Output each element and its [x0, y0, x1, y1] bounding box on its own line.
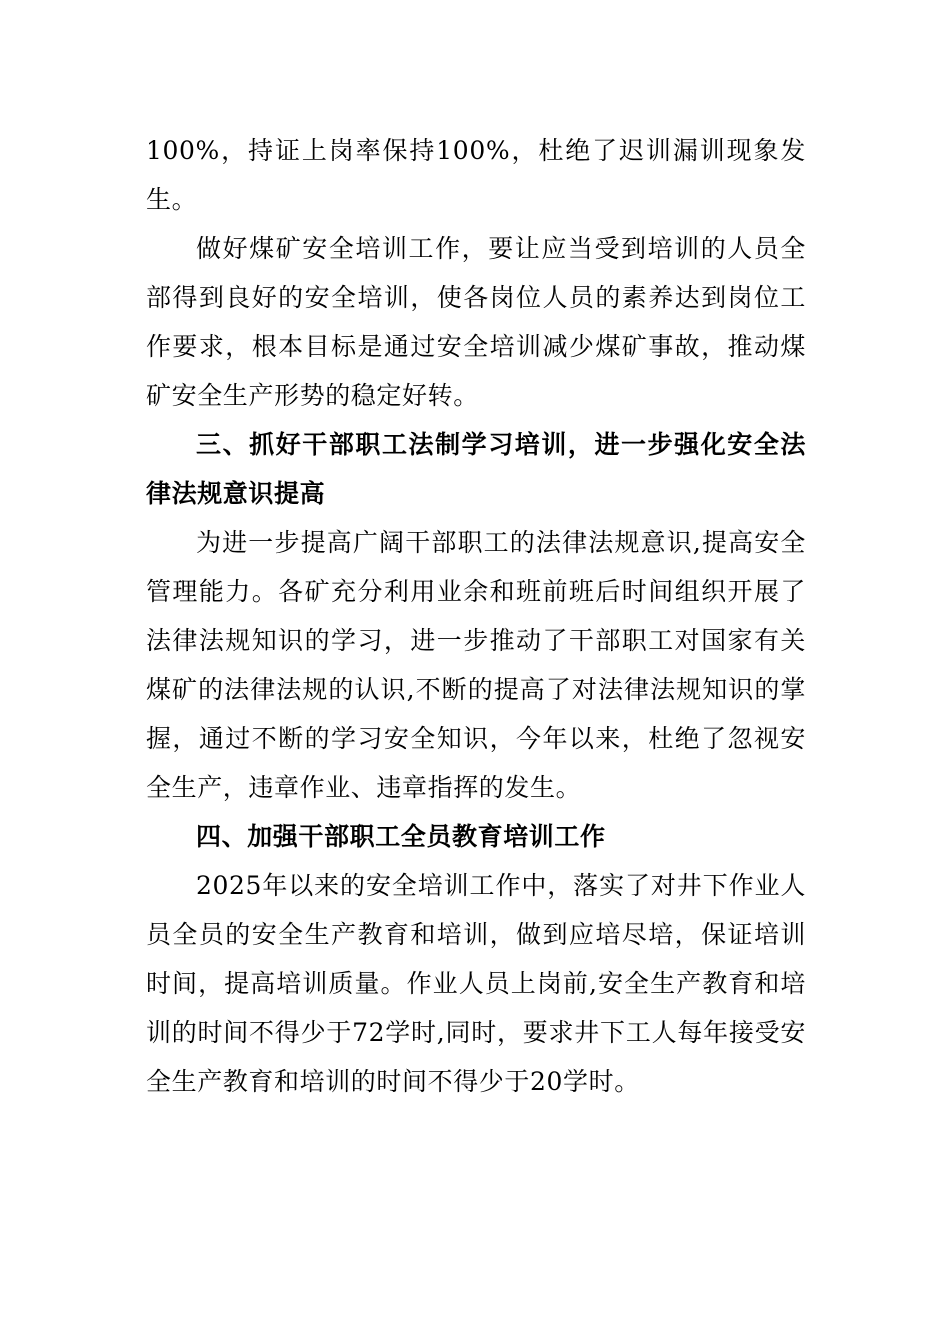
document-body	[146, 126, 806, 1106]
paragraph-continuation: 100%，持证上岗率保持100%，杜绝了迟训漏训现象发生。	[146, 136, 806, 214]
paragraph-training-goal: 做好煤矿安全培训工作，要让应当受到培训的人员全部得到良好的安全培训，使各岗位人员的素养达到岗位工作要求，根本目标是通过安全培训减少煤矿事故，推动煤矿安全生产形势的稳定好转。	[146, 234, 806, 410]
section-heading-three: 三、抓好干部职工法制学习培训，进一步强化安全法律法规意识提高	[146, 430, 806, 508]
section-heading-four: 四、加强干部职工全员教育培训工作	[196, 822, 606, 851]
paragraph-full-staff-training: 2025年以来的安全培训工作中，落实了对井下作业人员全员的安全生产教育和培训，做到应培尽培，保证培训时间，提高培训质量。作业人员上岗前,安全生产教育和培训的时间不得少于72学时,同时，要求井下工人每年接受安全生产教育和培训的时间不得少于20学时。	[146, 871, 806, 1096]
paragraph-legal-training: 为进一步提高广阔干部职工的法律法规意识,提高安全管理能力。各矿充分利用业余和班前班后时间组织开展了法律法规知识的学习，进一步推动了干部职工对国家有关煤矿的法律法规的认识,不断的提高了对法律法规知识的掌握，通过不断的学习安全知识，今年以来，杜绝了忽视安全生产，违章作业、违章指挥的发生。	[146, 528, 806, 802]
